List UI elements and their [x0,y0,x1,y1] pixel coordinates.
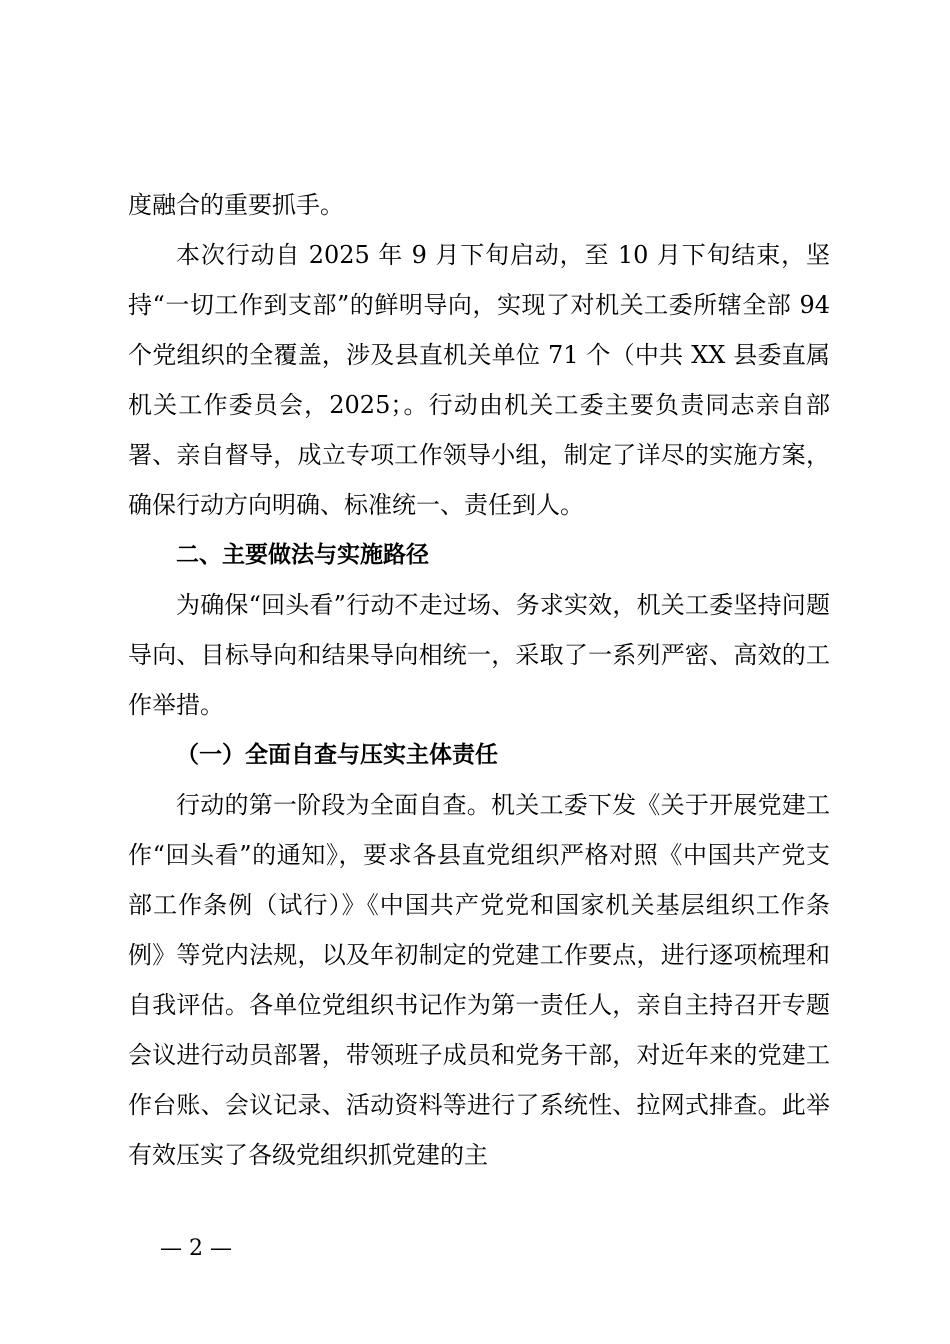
continued-paragraph: 度融合的重要抓手。 [128,191,344,219]
paragraph-action-overview: 本次行动自 2025 年 9 月下旬启动，至 10 月下旬结束，坚持“一切工作到支部”的鲜明导向，实现了对机关工委所辖全部 94 个党组织的全覆盖，涉及县直机关单位 71 个（中共 XX 县委直属机关工作委员会，2025；。行动由机关工委主要负责同志亲自部署、亲自督导，成立专项工作领导小组，制定了详尽的实施方案，确保行动方向明确、标准统一、责任到人。 [128,241,830,519]
paragraph-self-inspection: 行动的第一阶段为全面自查。机关工委下发《关于开展党建工作“回头看”的通知》，要求各县直党组织严格对照《中国共产党支部工作条例（试行）》《中国共产党党和国家机关基层组织工作条例》等党内法规，以及年初制定的党建工作要点，进行逐项梳理和自我评估。各单位党组织书记作为第一责任人，亲自主持召开专题会议进行动员部署，带领班子成员和党务干部，对近年来的党建工作台账、会议记录、活动资料等进行了系统性、拉网式排查。此举有效压实了各级党组织抓党建的主 [128,791,830,1169]
section-heading: 二、主要做法与实施路径 [176,542,429,568]
paragraph-section-intro: 为确保“回头看”行动不走过场、务求实效，机关工委坚持问题导向、目标导向和结果导向相统一，采取了一系列严密、高效的工作举措。 [128,591,830,719]
page-number: — 2 — [160,1236,232,1261]
subsection-heading: （一）全面自查与压实主体责任 [176,742,498,768]
document-body [128,180,830,1180]
